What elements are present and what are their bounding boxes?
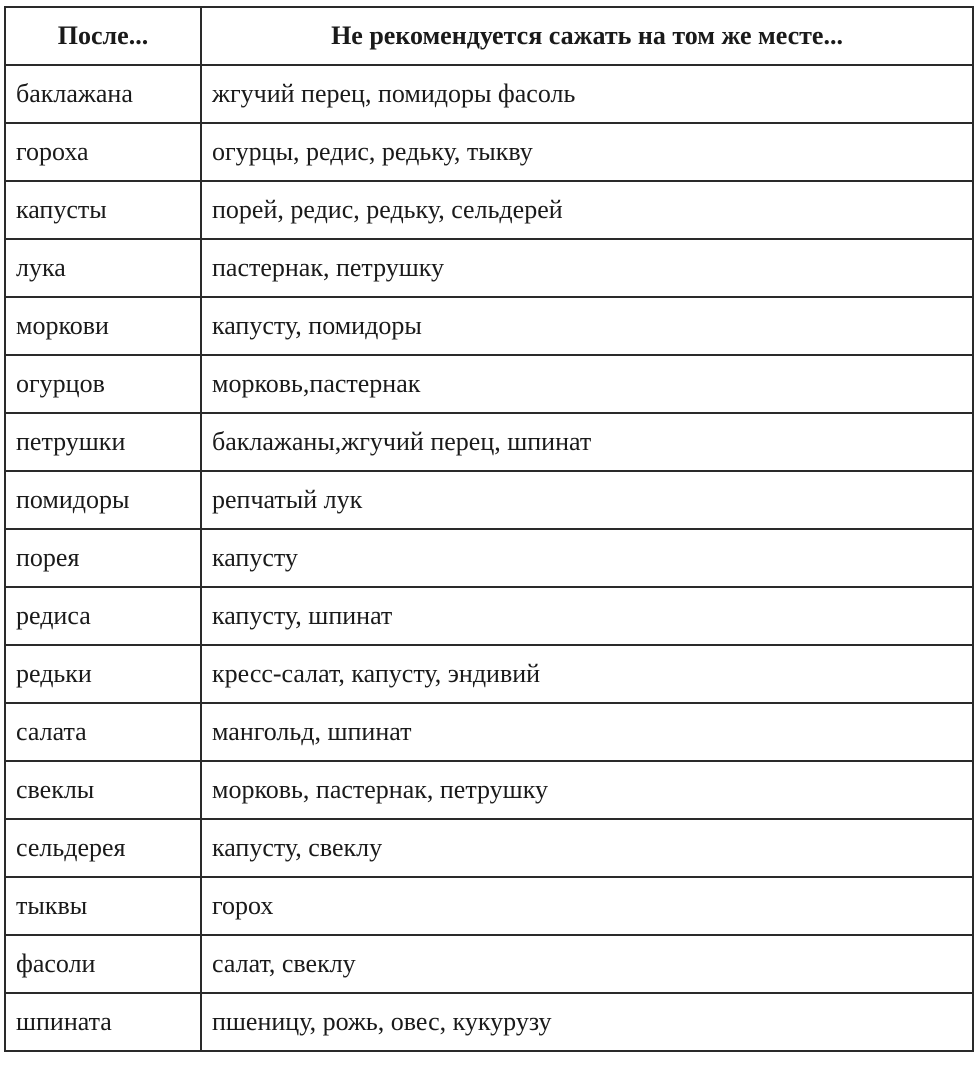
crop-cell: свеклы [5, 761, 201, 819]
avoid-cell: жгучий перец, помидоры фасоль [201, 65, 973, 123]
table-row [5, 123, 973, 181]
avoid-cell: капусту [201, 529, 973, 587]
avoid-cell: огурцы, редис, редьку, тыкву [201, 123, 973, 181]
avoid-cell: морковь, пастернак, петрушку [201, 761, 973, 819]
crop-cell: гороха [5, 123, 201, 181]
avoid-cell: порей, редис, редьку, сельдерей [201, 181, 973, 239]
table-row [5, 65, 973, 123]
table-row [5, 587, 973, 645]
header-not-recommended: Не рекомендуется сажать на том же месте... [201, 7, 973, 65]
header-row [5, 7, 973, 65]
crop-cell: лука [5, 239, 201, 297]
crop-cell: моркови [5, 297, 201, 355]
table-row [5, 645, 973, 703]
table-row [5, 703, 973, 761]
table-row [5, 239, 973, 297]
crop-cell: огурцов [5, 355, 201, 413]
header-after: После... [5, 7, 201, 65]
crop-cell: капусты [5, 181, 201, 239]
crop-cell: порея [5, 529, 201, 587]
crop-cell: петрушки [5, 413, 201, 471]
table-row [5, 297, 973, 355]
crop-cell: сельдерея [5, 819, 201, 877]
avoid-cell: репчатый лук [201, 471, 973, 529]
crop-cell: шпината [5, 993, 201, 1051]
avoid-cell: пшеницу, рожь, овес, кукурузу [201, 993, 973, 1051]
table-row [5, 761, 973, 819]
crop-cell: тыквы [5, 877, 201, 935]
avoid-cell: пастернак, петрушку [201, 239, 973, 297]
avoid-cell: капусту, свеклу [201, 819, 973, 877]
table-row [5, 355, 973, 413]
crop-cell: помидоры [5, 471, 201, 529]
avoid-cell: баклажаны,жгучий перец, шпинат [201, 413, 973, 471]
avoid-cell: морковь,пастернак [201, 355, 973, 413]
crop-cell: фасоли [5, 935, 201, 993]
table-row [5, 819, 973, 877]
table-header [5, 7, 973, 65]
crop-cell: редьки [5, 645, 201, 703]
crop-rotation-table-container [4, 6, 972, 1052]
crop-cell: салата [5, 703, 201, 761]
table-row [5, 529, 973, 587]
avoid-cell: горох [201, 877, 973, 935]
table-row [5, 993, 973, 1051]
avoid-cell: мангольд, шпинат [201, 703, 973, 761]
crop-rotation-table [4, 6, 974, 1052]
avoid-cell: капусту, помидоры [201, 297, 973, 355]
table-row [5, 877, 973, 935]
table-row [5, 413, 973, 471]
crop-cell: баклажана [5, 65, 201, 123]
table-row [5, 935, 973, 993]
table-row [5, 181, 973, 239]
avoid-cell: капусту, шпинат [201, 587, 973, 645]
table-body [5, 65, 973, 1051]
crop-cell: редиса [5, 587, 201, 645]
avoid-cell: кресс-салат, капусту, эндивий [201, 645, 973, 703]
table-row [5, 471, 973, 529]
avoid-cell: салат, свеклу [201, 935, 973, 993]
